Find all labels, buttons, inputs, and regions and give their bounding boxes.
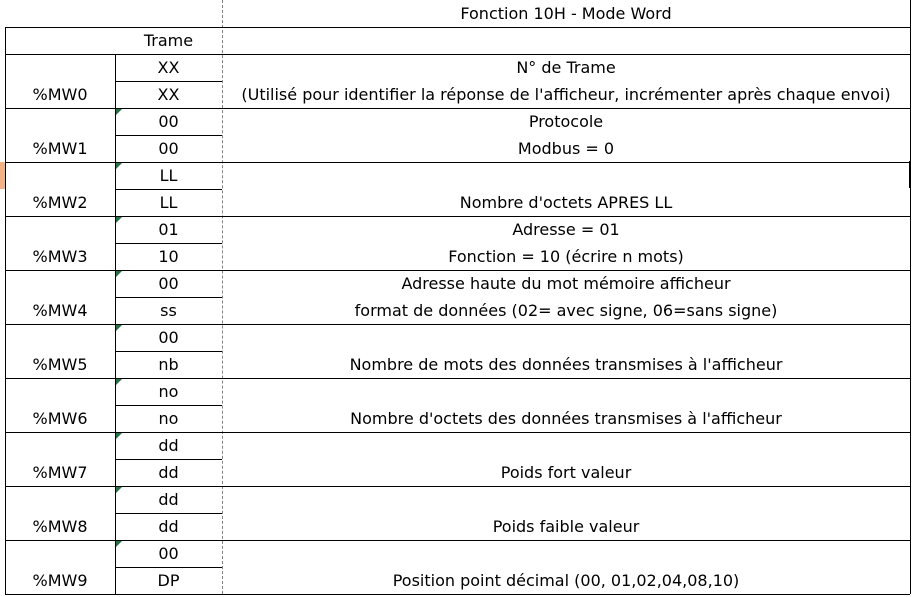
- column-header-trame[interactable]: Trame: [143, 30, 194, 50]
- trame-value-cell[interactable]: 00: [158, 111, 179, 131]
- error-indicator-icon: [116, 379, 122, 385]
- trame-value-cell[interactable]: dd: [158, 489, 179, 509]
- trame-value-cell[interactable]: no: [158, 408, 179, 428]
- description-cell[interactable]: Adresse = 01: [512, 219, 620, 239]
- register-cell[interactable]: %MW5: [32, 354, 88, 374]
- trame-value-cell[interactable]: 00: [158, 543, 179, 563]
- grid-line-vertical: [910, 0, 911, 594]
- error-indicator-icon: [116, 487, 122, 493]
- description-cell[interactable]: [222, 378, 910, 405]
- grid-line-horizontal: [5, 27, 910, 28]
- trame-value-cell[interactable]: dd: [158, 462, 179, 482]
- error-indicator-icon: [116, 541, 122, 547]
- description-cell[interactable]: Adresse haute du mot mémoire afficheur: [401, 273, 731, 293]
- trame-value-cell[interactable]: 01: [158, 219, 179, 239]
- description-cell[interactable]: N° de Trame: [516, 57, 616, 77]
- description-cell[interactable]: [222, 162, 910, 189]
- column-resize-handle[interactable]: [909, 161, 911, 188]
- trame-value-cell[interactable]: DP: [157, 570, 180, 590]
- description-cell[interactable]: Modbus = 0: [517, 138, 615, 158]
- description-cell[interactable]: [222, 540, 910, 567]
- description-cell[interactable]: Poids fort valeur: [500, 462, 632, 482]
- register-cell[interactable]: %MW9: [32, 570, 88, 590]
- sheet-title[interactable]: Fonction 10H - Mode Word: [460, 3, 672, 23]
- trame-value-cell[interactable]: dd: [158, 516, 179, 536]
- description-cell[interactable]: (Utilisé pour identifier la réponse de l'afficheur, incrémenter après chaque envoi): [241, 84, 891, 104]
- register-cell[interactable]: %MW7: [32, 462, 88, 482]
- error-indicator-icon: [116, 163, 122, 169]
- description-cell[interactable]: Protocole: [528, 111, 604, 131]
- error-indicator-icon: [116, 325, 122, 331]
- trame-value-cell[interactable]: XX: [157, 84, 180, 104]
- error-indicator-icon: [116, 433, 122, 439]
- description-cell[interactable]: Nombre d'octets des données transmises à l'afficheur: [350, 408, 782, 428]
- grid-line-horizontal: [5, 594, 910, 595]
- trame-value-cell[interactable]: 00: [158, 138, 179, 158]
- register-cell[interactable]: %MW6: [32, 408, 88, 428]
- register-cell[interactable]: %MW1: [32, 138, 88, 158]
- register-cell[interactable]: %MW4: [32, 300, 88, 320]
- row-selection-marker: [0, 162, 5, 189]
- register-cell[interactable]: %MW3: [32, 246, 88, 266]
- description-cell[interactable]: Nombre de mots des données transmises à l'afficheur: [349, 354, 783, 374]
- error-indicator-icon: [116, 109, 122, 115]
- error-indicator-icon: [116, 217, 122, 223]
- register-cell[interactable]: %MW0: [32, 84, 88, 104]
- description-cell[interactable]: Fonction = 10 (écrire n mots): [448, 246, 684, 266]
- description-cell[interactable]: Poids faible valeur: [492, 516, 640, 536]
- trame-value-cell[interactable]: 00: [158, 327, 179, 347]
- description-cell[interactable]: Nombre d'octets APRES LL: [459, 192, 673, 212]
- trame-value-cell[interactable]: dd: [158, 435, 179, 455]
- trame-value-cell[interactable]: nb: [158, 354, 179, 374]
- trame-value-cell[interactable]: ss: [160, 300, 177, 320]
- trame-value-cell[interactable]: no: [158, 381, 179, 401]
- register-cell[interactable]: %MW2: [32, 192, 88, 212]
- trame-value-cell[interactable]: 00: [158, 273, 179, 293]
- description-cell[interactable]: Position point décimal (00, 01,02,04,08,10): [392, 570, 740, 590]
- trame-value-cell[interactable]: LL: [159, 165, 178, 185]
- trame-value-cell[interactable]: XX: [157, 57, 180, 77]
- trame-value-cell[interactable]: LL: [159, 192, 178, 212]
- register-cell[interactable]: %MW8: [32, 516, 88, 536]
- description-cell[interactable]: [222, 486, 910, 513]
- description-cell[interactable]: format de données (02= avec signe, 06=sans signe): [354, 300, 778, 320]
- description-cell[interactable]: [222, 432, 910, 459]
- trame-value-cell[interactable]: 10: [158, 246, 179, 266]
- error-indicator-icon: [116, 271, 122, 277]
- description-cell[interactable]: [222, 324, 910, 351]
